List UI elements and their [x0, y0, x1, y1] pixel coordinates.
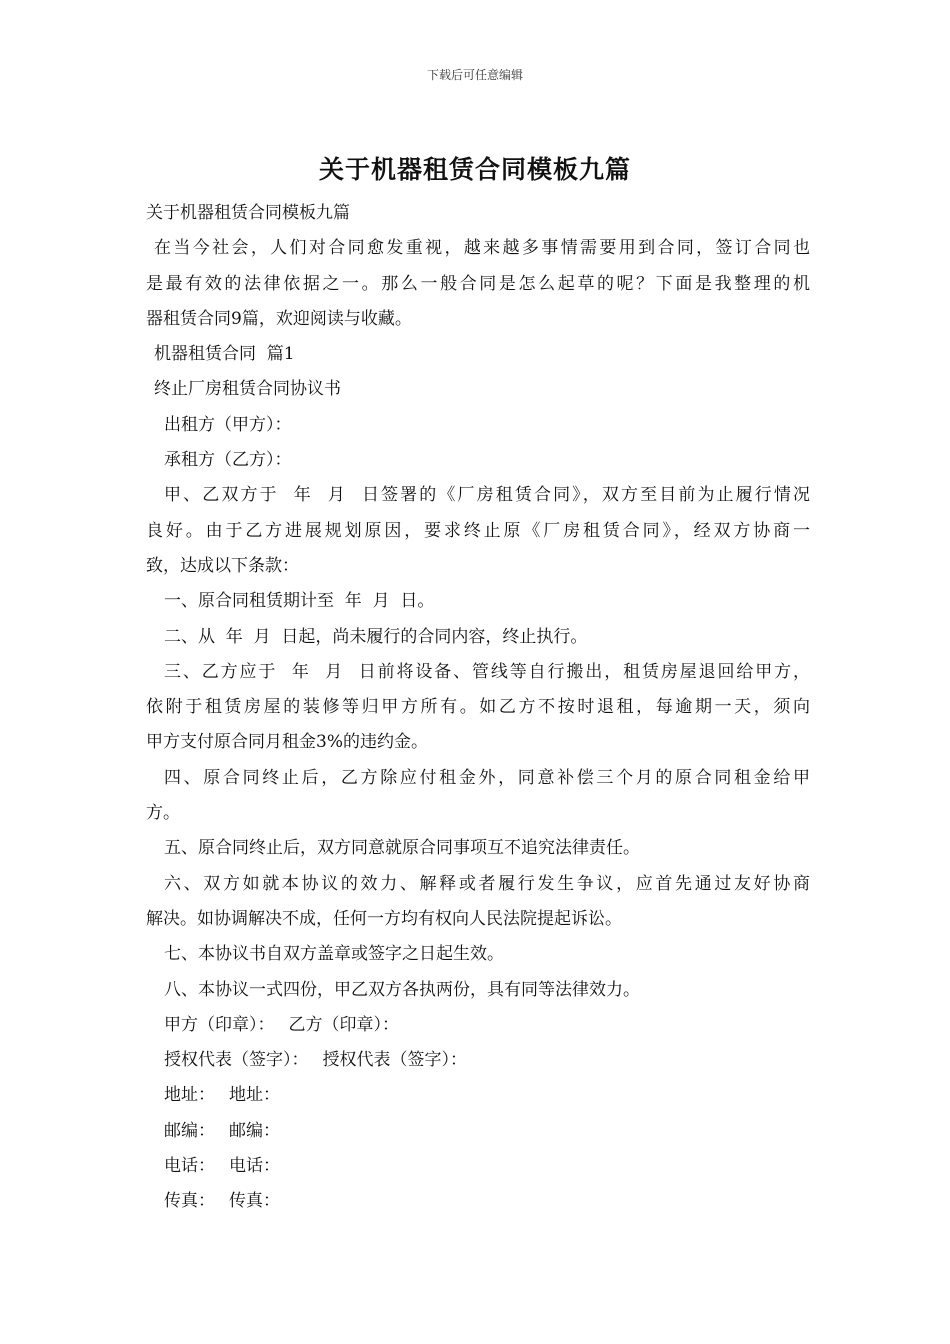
document-title: 关于机器租赁合同模板九篇 [318, 155, 631, 184]
postcode-a-label: 邮编： [164, 1120, 215, 1141]
postcode-b-label: 邮编： [229, 1120, 280, 1141]
intro-line: 在当今社会，人们对合同愈发重视，越来越多事情需要用到合同，签订合同也 [154, 238, 810, 259]
clause-3-line: 三、乙方应于 年 月 日前将设备、管线等自行搬出，租赁房屋退回给甲方， [164, 661, 810, 682]
lessee-line: 承租方（乙方）： [164, 450, 292, 471]
fax-b-label: 传真： [229, 1191, 280, 1212]
clause-4-line: 方。 [146, 803, 180, 824]
seal-line [146, 1008, 810, 1043]
subtitle: 关于机器租赁合同模板九篇 [146, 203, 350, 223]
document-body [146, 196, 810, 1220]
fax-line [146, 1184, 810, 1219]
clause-3-line: 甲方支付原合同月租金3%的违约金。 [146, 732, 428, 753]
clause-6-line: 六、双方如就本协议的效力、解释或者履行发生争议，应首先通过友好协商 [164, 873, 810, 894]
clause-4-line: 四、原合同终止后，乙方除应付租金外，同意补偿三个月的原合同租金给甲 [164, 767, 810, 788]
page-header-note: 下载后可任意编辑 [426, 68, 523, 82]
phone-b-label: 电话： [229, 1156, 280, 1177]
clause-6-line: 解决。如协调解决不成，任何一方均有权向人民法院提起诉讼。 [146, 908, 622, 929]
postcode-line [146, 1114, 810, 1149]
intro-line: 是最有效的法律依据之一。那么一般合同是怎么起草的呢？下面是我整理的机 [146, 273, 810, 294]
clause-5: 五、原合同终止后，双方同意就原合同事项互不追究法律责任。 [164, 838, 640, 859]
preamble-line: 甲、乙双方于 年 月 日签署的《厂房租赁合同》，双方至目前为止履行情况 [164, 485, 810, 506]
address-a-label: 地址： [164, 1085, 215, 1106]
agreement-title: 终止厂房租赁合同协议书 [154, 379, 341, 400]
phone-a-label: 电话： [164, 1156, 215, 1177]
party-b-seal-label: 乙方（印章）： [288, 1014, 399, 1035]
clause-8: 八、本协议一式四份，甲乙双方各执两份，具有同等法律效力。 [164, 979, 640, 1000]
preamble-line: 良好。由于乙方进展规划原因，要求终止原《厂房租赁合同》，经双方协商一 [146, 520, 810, 541]
section-heading: 机器租赁合同 篇1 [154, 344, 295, 365]
address-line [146, 1078, 810, 1113]
phone-line [146, 1149, 810, 1184]
clause-7: 七、本协议书自双方盖章或签字之日起生效。 [164, 944, 504, 965]
rep-a-label: 授权代表（签字）： [164, 1050, 309, 1071]
representative-line [146, 1043, 810, 1078]
lessor-line: 出租方（甲方）： [164, 414, 292, 435]
intro-line: 器租赁合同9篇，欢迎阅读与收藏。 [146, 308, 412, 329]
preamble-line: 致，达成以下条款： [146, 555, 299, 576]
clause-2: 二、从 年 月 日起，尚未履行的合同内容，终止执行。 [164, 626, 588, 647]
clause-1: 一、原合同租赁期计至 年 月 日。 [164, 591, 435, 612]
rep-b-label: 授权代表（签字）： [322, 1050, 467, 1071]
address-b-label: 地址： [229, 1085, 280, 1106]
clause-3-line: 依附于租赁房屋的装修等归甲方所有。如乙方不按时退租，每逾期一天，须向 [146, 697, 810, 718]
fax-a-label: 传真： [164, 1191, 215, 1212]
party-a-seal-label: 甲方（印章）： [164, 1014, 275, 1035]
